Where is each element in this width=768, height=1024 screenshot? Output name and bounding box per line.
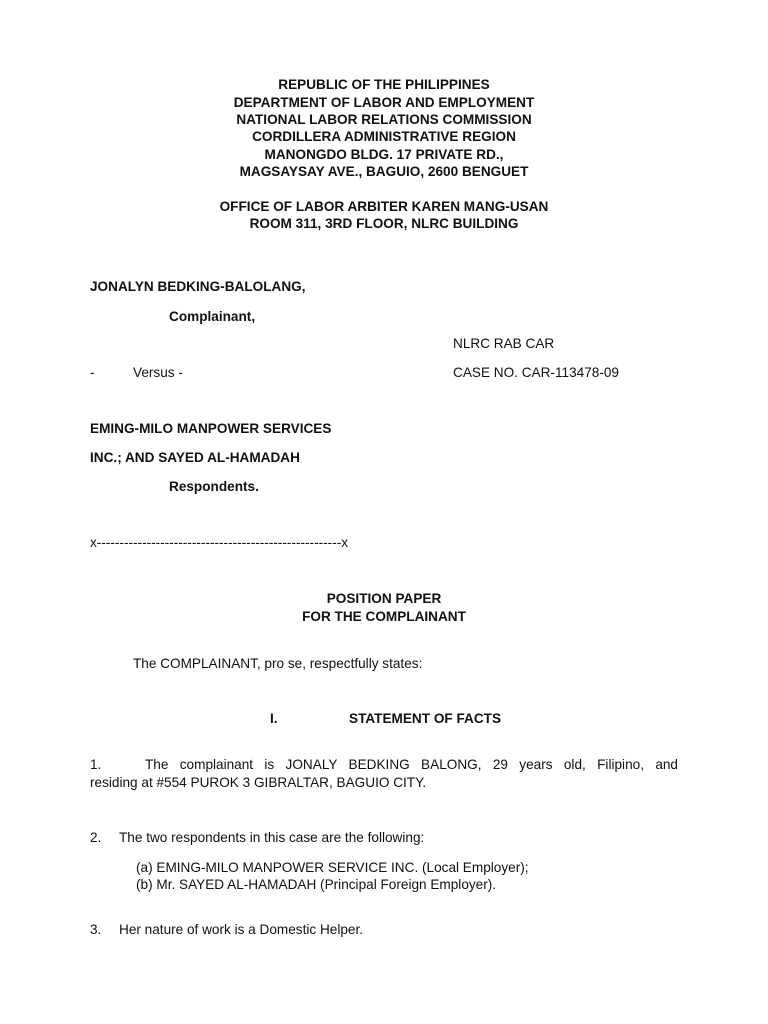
office-line-arbiter: OFFICE OF LABOR ARBITER KAREN MANG-USAN bbox=[219, 199, 549, 214]
header-line-address: MAGSAYSAY AVE., BAGUIO, 2600 BENGUET bbox=[239, 164, 529, 179]
paragraph-2-number: 2. bbox=[90, 830, 102, 845]
paragraph-2-text: The two respondents in this case are the following: bbox=[119, 830, 425, 845]
paragraph-3-text: Her nature of work is a Domestic Helper. bbox=[119, 922, 364, 937]
respondent-line1: EMING-MILO MANPOWER SERVICES bbox=[90, 421, 332, 436]
versus-label: Versus - bbox=[133, 365, 183, 380]
document-title-line1: POSITION PAPER bbox=[326, 591, 442, 606]
complainant-label: Complainant, bbox=[169, 309, 256, 324]
complainant-name: JONALYN BEDKING-BALOLANG, bbox=[90, 279, 306, 294]
paragraph-1-line2: residing at #554 PUROK 3 GIBRALTAR, BAGUIO CITY. bbox=[90, 775, 427, 790]
header-line-region: CORDILLERA ADMINISTRATIVE REGION bbox=[252, 129, 516, 144]
header-line-department: DEPARTMENT OF LABOR AND EMPLOYMENT bbox=[233, 95, 535, 110]
office-line-room: ROOM 311, 3RD FLOOR, NLRC BUILDING bbox=[249, 216, 519, 231]
paragraph-1-number: 1. bbox=[90, 757, 102, 772]
respondent-label: Respondents. bbox=[169, 479, 259, 494]
case-docket-line1: NLRC RAB CAR bbox=[453, 336, 555, 351]
document-title-line2: FOR THE COMPLAINANT bbox=[302, 609, 466, 624]
header-line-building: MANONGDO BLDG. 17 PRIVATE RD., bbox=[264, 147, 504, 162]
section-number: I. bbox=[270, 711, 278, 726]
paragraph-3-number: 3. bbox=[90, 922, 102, 937]
versus-dash: - bbox=[90, 365, 95, 380]
paragraph-1-line1: The complainant is JONALY BEDKING BALONG, 29 years old, Filipino, and bbox=[145, 757, 678, 772]
respondent-line2: INC.; AND SAYED AL-HAMADAH bbox=[90, 450, 300, 465]
case-number: CASE NO. CAR-113478-09 bbox=[453, 365, 619, 380]
caption-separator: x------------------------------------------------------x bbox=[90, 535, 349, 550]
header-line-commission: NATIONAL LABOR RELATIONS COMMISSION bbox=[236, 112, 532, 127]
header-line-republic: REPUBLIC OF THE PHILIPPINES bbox=[278, 77, 490, 92]
respondent-item-a: (a) EMING-MILO MANPOWER SERVICE INC. (Local Employer); bbox=[136, 860, 529, 875]
intro-statement: The COMPLAINANT, pro se, respectfully states: bbox=[133, 656, 423, 671]
section-heading: STATEMENT OF FACTS bbox=[349, 711, 502, 726]
respondent-item-b: (b) Mr. SAYED AL-HAMADAH (Principal Foreign Employer). bbox=[136, 877, 497, 892]
